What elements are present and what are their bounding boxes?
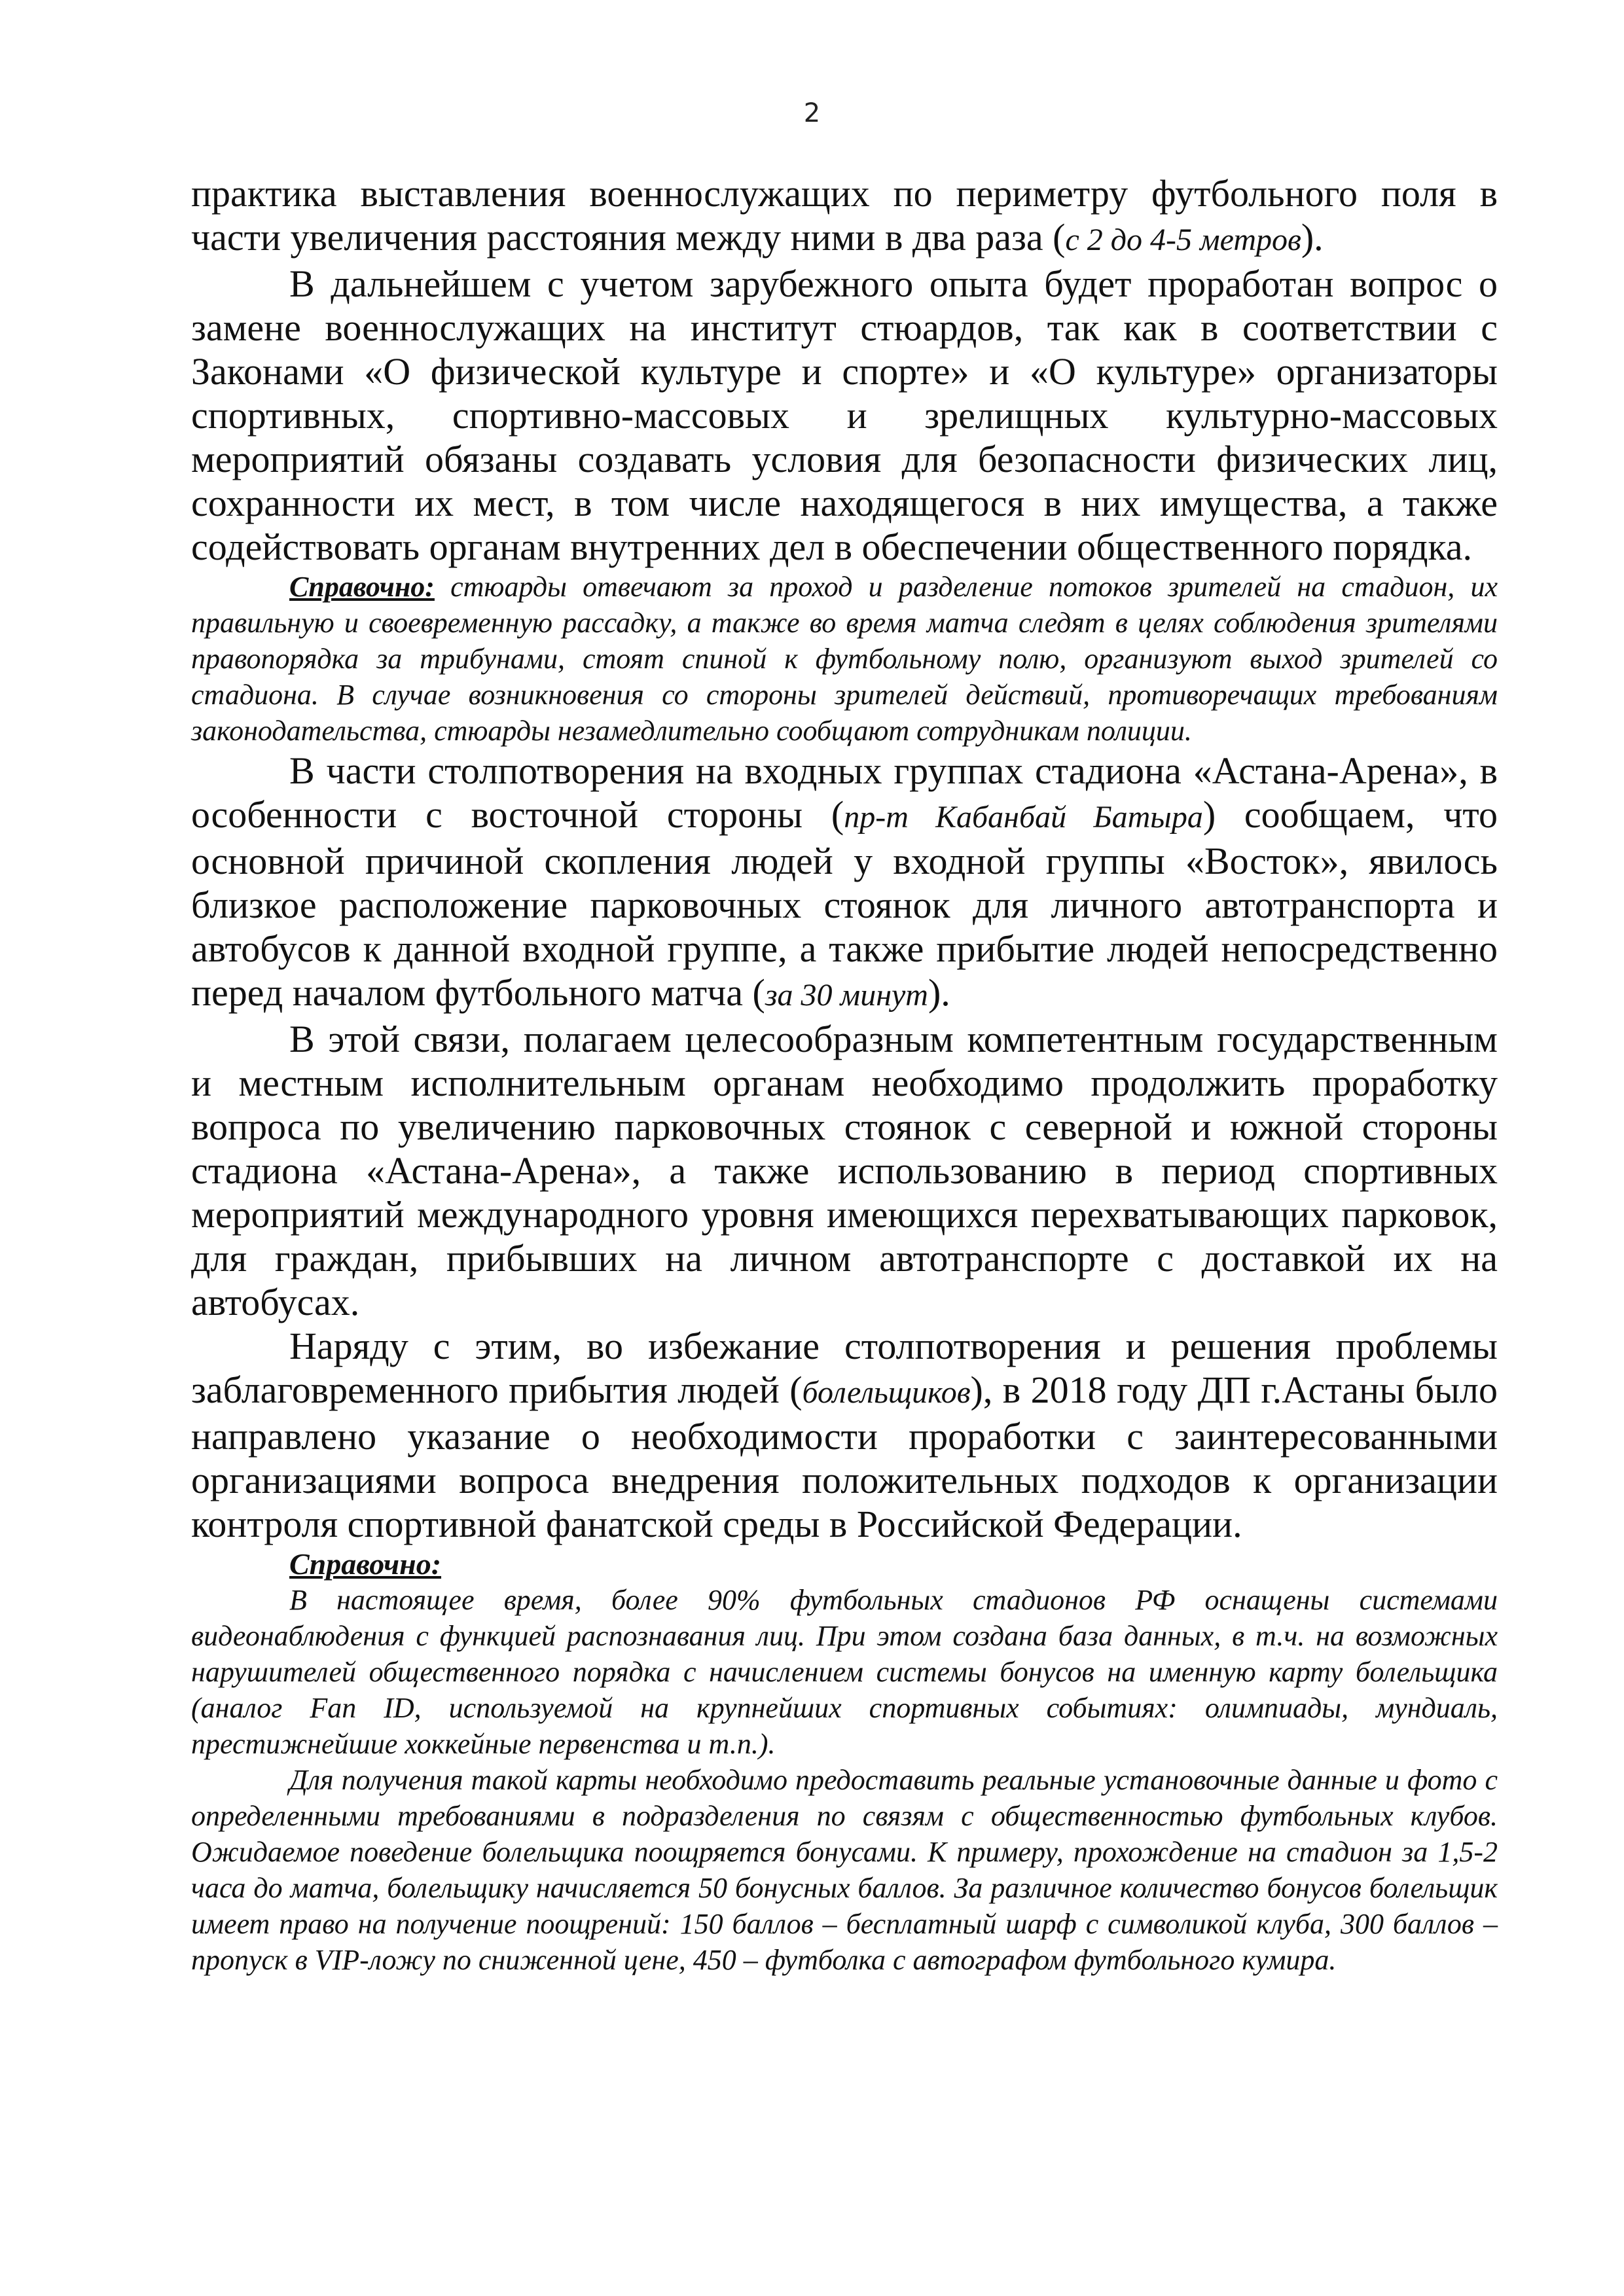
paragraph-italic: за 30 минут [765,978,928,1013]
note-label: Справочно: [289,571,435,603]
paragraph-text: ). [928,971,950,1014]
paragraph-italic: с 2 до 4-5 метров [1065,223,1301,257]
paragraph-text: Наряду с этим, во избежание столпотворения и решения проблемы заблаговременного прибытия людей ( [191,1325,1498,1411]
page-number: 2 [803,98,821,128]
paragraph-text: ) сообщаем, что основной причиной скопления людей у входной группы «Восток», явилось близкое расположение парковочных стоянок для личного автотранспорта и автобусов к данной входной группе, а также прибытие людей непосредственно перед началом футбольного матча ( [191,793,1498,1014]
note-text: стюарды отвечают за проход и разделение потоков зрителей на стадион, их правильную и своевременную рассадку, а также во время матча следят в целях соблюдения зрителями правопорядка за трибунами, стоят спиной к футбольному полю, организуют выход зрителей со стадиона. В случае возникновения со стороны зрителей действий, противоречащих требованиям законодательства, стюарды незамедлительно сообщают сотрудникам полиции. [191,571,1498,747]
note2-label-block [289,1546,1498,1582]
paragraph-parking: В этой связи, полагаем целесообразным компетентным государственным и местным исполнительным органам необходимо продолжить проработку вопроса по увеличению парковочных стоянок с северной и южной стороны стадиона «Астана-Арена», а также использованию в период спортивных мероприятий международного уровня имеющихся перехватывающих парковок, для граждан, прибывших на личном автотранспорте с доставкой их на автобусах. [191,1018,1498,1323]
note-stewards [191,569,1498,749]
paragraph-instruction [191,1324,1498,1546]
paragraph-text: ). [1301,216,1324,259]
paragraph-crowding [191,749,1498,1017]
paragraph-text: В части столпотворения на входных группах стадиона «Астана-Арена», в особенности с восточной стороны ( [191,749,1498,836]
paragraph-italic: пр-т Кабанбай Батыра [844,800,1203,834]
paragraph-perimeter [191,171,1498,262]
paragraph-text: практика выставления военнослужащих по периметру футбольного поля в части увеличения расстояния между ними в два раза ( [191,172,1498,259]
note-fan-card: Для получения такой карты необходимо предоставить реальные установочные данные и фото с определенными требованиями в подразделения по связям с общественностью футбольных клубов. Ожидаемое поведение болельщика поощряется бонусами. К примеру, прохождение на стадион за 1,5-2 часа до матча, болельщику начисляется 50 бонусных баллов. За различное количество бонусов болельщик имеет право на получение поощрений: 150 баллов – бесплатный шарф с символикой клуба, 300 баллов – пропуск в VIP-ложу по сниженной цене, 450 – футболка с автографом футбольного кумира. [191,1764,1498,1976]
paragraph-italic: болельщиков [802,1375,971,1410]
paragraph-text: ), в 2018 году ДП г.Астаны было направлено указание о необходимости проработки с заинтересованными организациями вопроса внедрения положительных подходов к организации контроля спортивной фанатской среды в Российской Федерации. [191,1369,1498,1545]
note-video-surveillance: В настоящее время, более 90% футбольных стадионов РФ оснащены системами видеонаблюдения с функцией распознавания лиц. При этом создана база данных, в т.ч. на возможных нарушителей общественного порядка с начислением системы бонусов на именную карту болельщика (аналог Fan ID, используемой на крупнейших спортивных событиях: олимпиады, мундиаль, престижнейшие хоккейные первенства и т.п.). [191,1584,1498,1760]
document-body [191,171,1498,1978]
note-label: Справочно: [289,1547,442,1581]
paragraph-stewards: В дальнейшем с учетом зарубежного опыта будет проработан вопрос о замене военнослужащих на институт стюардов, так как в соответствии с Законами «О физической культуре и спорте» и «О культуре» организаторы спортивных, спортивно-массовых и зрелищных культурно-массовых мероприятий обязаны создавать условия для безопасности физических лиц, сохранности их мест, в том числе находящегося в них имущества, а также содействовать органам внутренних дел в обеспечении общественного порядка. [191,262,1498,568]
